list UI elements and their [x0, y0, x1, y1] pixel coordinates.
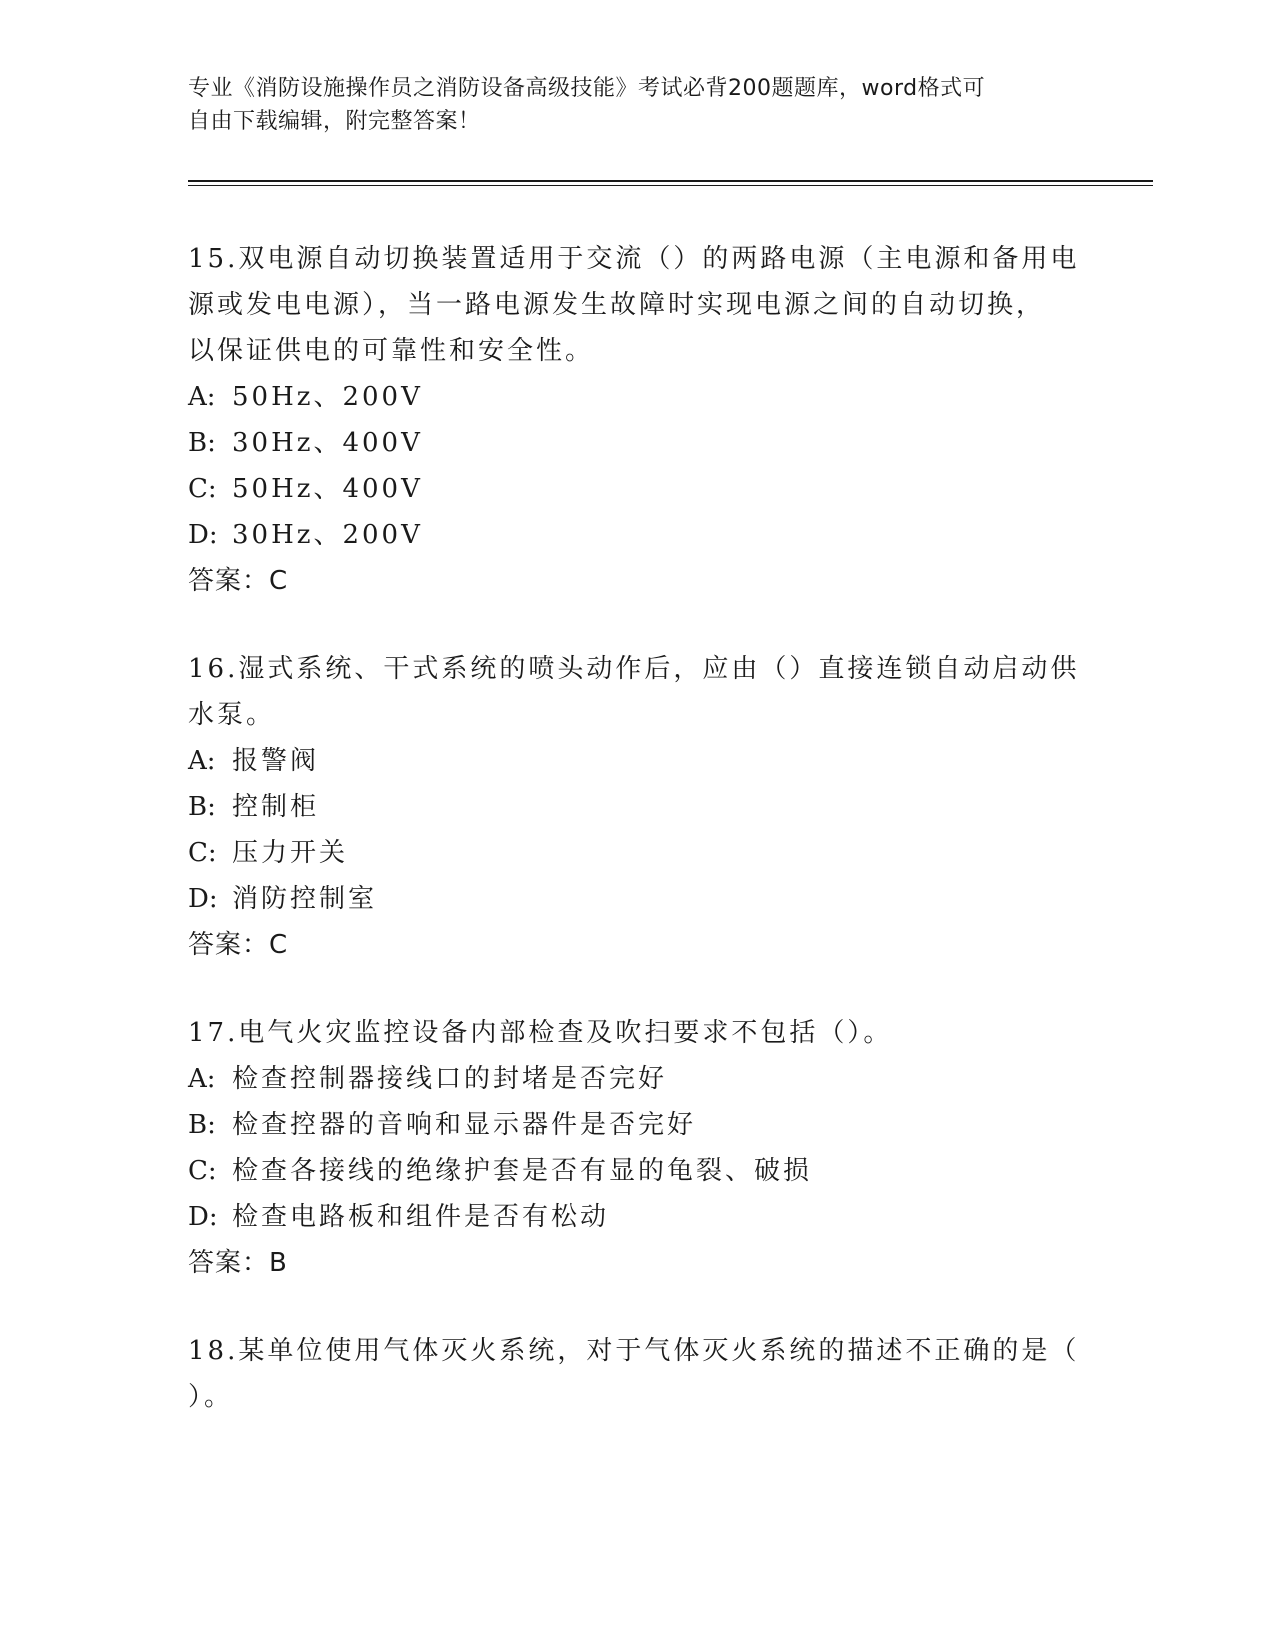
option-text: 压力开关	[232, 838, 349, 868]
option-text: 50Hz、400V	[232, 474, 423, 504]
header-divider-thick	[188, 180, 1153, 182]
question-stem-line: 16.湿式系统、干式系统的喷头动作后，应由（）直接连锁自动启动供	[188, 654, 1080, 684]
question-stem-line: 18.某单位使用气体灭火系统，对于气体灭火系统的描述不正确的是（	[188, 1336, 1080, 1366]
option-text: 检查电路板和组件是否有松动	[232, 1202, 610, 1232]
question-stem-line: 源或发电电源），当一路电源发生故障时实现电源之间的自动切换，	[188, 290, 1046, 320]
question-stem-line: 17.电气火灾监控设备内部检查及吹扫要求不包括（）。	[188, 1018, 893, 1048]
option-letter: A:	[188, 382, 216, 412]
option-d	[188, 1194, 1088, 1240]
header-line-1: 专业《消防设施操作员之消防设备高级技能》考试必背200题题库，word格式可	[188, 76, 986, 101]
option-letter: C:	[188, 474, 217, 504]
question-17	[188, 1010, 1088, 1286]
answer-line: 答案：B	[188, 1248, 288, 1278]
option-text: 50Hz、200V	[232, 382, 423, 412]
document-header	[188, 72, 1068, 138]
option-text: 报警阀	[232, 746, 320, 776]
question-18	[188, 1328, 1088, 1420]
option-text: 消防控制室	[232, 884, 378, 914]
header-divider-thin	[188, 185, 1153, 186]
question-stem-line: ）。	[188, 1382, 234, 1412]
option-letter: A:	[188, 746, 216, 776]
option-letter: D:	[188, 1202, 218, 1232]
answer-line: 答案：C	[188, 930, 289, 960]
option-c	[188, 1148, 1088, 1194]
question-stem-line: 水泵。	[188, 700, 276, 730]
option-letter: C:	[188, 1156, 217, 1186]
option-b	[188, 420, 1088, 466]
option-letter: C:	[188, 838, 217, 868]
option-text: 检查控制器接线口的封堵是否完好	[232, 1064, 668, 1094]
option-b	[188, 784, 1088, 830]
option-text: 检查各接线的绝缘护套是否有显的龟裂、破损	[232, 1156, 813, 1186]
option-d	[188, 876, 1088, 922]
option-a	[188, 374, 1088, 420]
option-a	[188, 1056, 1088, 1102]
answer-line: 答案：C	[188, 566, 289, 596]
header-line-2: 自由下载编辑，附完整答案！	[188, 109, 481, 134]
option-letter: B:	[188, 428, 216, 458]
question-stem-line: 15.双电源自动切换装置适用于交流（）的两路电源（主电源和备用电	[188, 244, 1080, 274]
option-letter: D:	[188, 520, 218, 550]
option-text: 检查控器的音响和显示器件是否完好	[232, 1110, 697, 1140]
question-list	[188, 236, 1088, 1462]
option-letter: A:	[188, 1064, 216, 1094]
option-a	[188, 738, 1088, 784]
option-text: 30Hz、200V	[232, 520, 423, 550]
option-c	[188, 830, 1088, 876]
option-letter: D:	[188, 884, 218, 914]
option-b	[188, 1102, 1088, 1148]
option-c	[188, 466, 1088, 512]
question-16	[188, 646, 1088, 968]
option-letter: B:	[188, 1110, 216, 1140]
option-d	[188, 512, 1088, 558]
option-letter: B:	[188, 792, 216, 822]
option-text: 30Hz、400V	[232, 428, 423, 458]
question-stem-line: 以保证供电的可靠性和安全性。	[188, 336, 595, 366]
option-text: 控制柜	[232, 792, 320, 822]
question-15	[188, 236, 1088, 604]
